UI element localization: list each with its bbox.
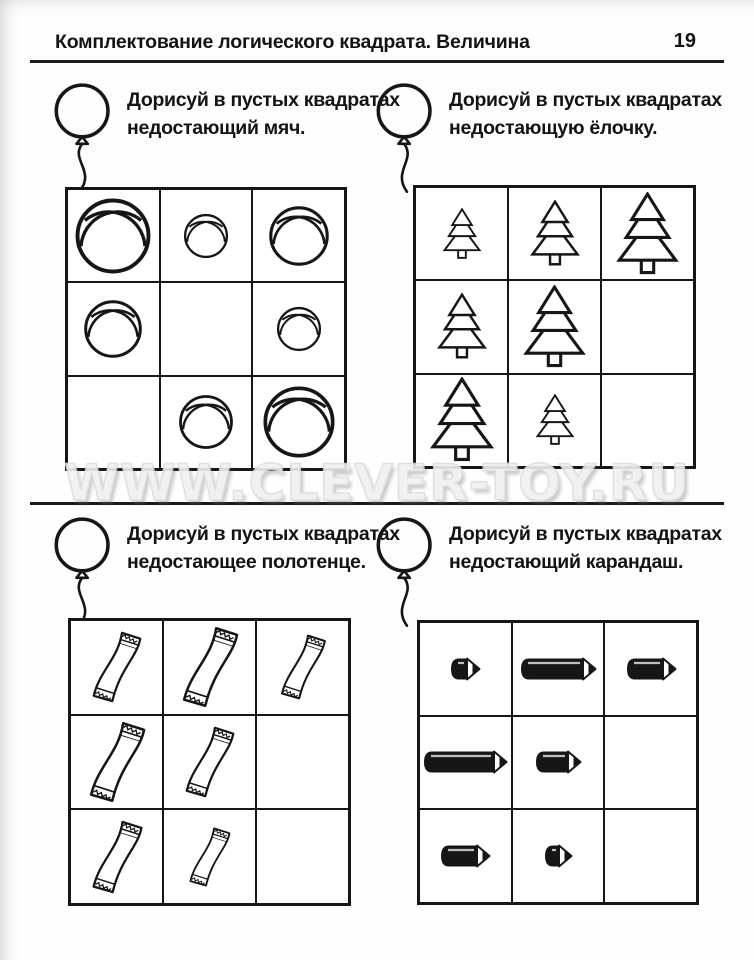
grid-cell-trees-r1c2-medium: [508, 187, 601, 280]
grid-cell-pencils-r2c1-longest: [419, 716, 512, 810]
instruction-line: недостающий карандаш.: [449, 551, 684, 573]
instruction-line: недостающий мяч.: [127, 117, 306, 139]
grid-cell-pencils-r2c3-empty: [604, 716, 697, 810]
pencil-icon: [449, 657, 481, 681]
instruction-line: Дорисуй в пустых квадратах: [127, 523, 400, 545]
tree-icon: [612, 192, 683, 276]
grid-cell-towels-r1c1-medium: [70, 620, 163, 715]
grid-cell-trees-r2c3-empty: [601, 280, 694, 373]
logic-grid-towels: [68, 618, 351, 906]
grid-cell-towels-r2c3-empty: [256, 715, 349, 810]
grid-cell-trees-r1c1-small: [415, 187, 508, 280]
tree-icon: [426, 377, 498, 463]
ball-icon: [268, 205, 330, 267]
section-divider: [30, 502, 724, 505]
towel-icon: [182, 822, 237, 891]
instruction-line: Дорисуй в пустых квадратах: [449, 89, 722, 111]
grid-cell-balls-r2c1-medium: [67, 282, 160, 375]
grid-cell-towels-r2c2-medium: [163, 715, 256, 810]
watermark: WWW.CLEVER-TOY.RU: [64, 454, 690, 512]
ball-icon: [83, 299, 143, 359]
towel-icon: [79, 715, 154, 809]
grid-cell-pencils-r1c2-long: [512, 622, 605, 716]
grid-cell-trees-r3c1-large: [415, 374, 508, 467]
grid-cell-trees-r3c2-small: [508, 374, 601, 467]
towel-icon: [272, 629, 332, 705]
pencil-icon: [534, 750, 582, 774]
towel-icon: [172, 620, 247, 714]
grid-cell-pencils-r3c3-empty: [604, 809, 697, 903]
logic-grid-balls: [65, 187, 347, 471]
page-title: Комплектование логического квадрата. Величина: [55, 31, 530, 53]
grid-cell-balls-r3c1-empty: [67, 376, 160, 469]
instruction-line: недостающее полотенце.: [127, 551, 366, 573]
instruction-line: Дорисуй в пустых квадратах: [127, 89, 400, 111]
grid-cell-balls-r2c3-small: [252, 282, 345, 375]
grid-cell-balls-r2c2-empty: [160, 282, 253, 375]
grid-cell-trees-r2c2-large: [508, 280, 601, 373]
header-rule: [30, 60, 724, 63]
grid-cell-trees-r3c3-empty: [601, 374, 694, 467]
pencil-icon: [625, 657, 677, 681]
grid-cell-balls-r3c2-medium: [160, 376, 253, 469]
grid-cell-pencils-r1c3-medium: [604, 622, 697, 716]
page-number: 19: [673, 30, 696, 52]
grid-cell-pencils-r1c1-short: [419, 622, 512, 716]
towel-icon: [84, 626, 150, 709]
grid-cell-pencils-r3c1-medium: [419, 809, 512, 903]
grid-cell-towels-r1c2-large: [163, 620, 256, 715]
tree-icon: [533, 394, 577, 446]
grid-cell-balls-r1c1-large: [67, 189, 160, 282]
ball-icon: [74, 197, 152, 275]
grid-cell-trees-r2c1-medium: [415, 280, 508, 373]
towel-icon: [177, 721, 243, 804]
grid-cell-balls-r3c3-large: [252, 376, 345, 469]
ball-icon: [276, 306, 322, 352]
tree-icon: [440, 208, 484, 260]
logic-grid-trees: [413, 185, 696, 469]
instruction-line: Дорисуй в пустых квадратах: [449, 523, 722, 545]
tree-icon: [519, 285, 590, 369]
pencil-icon: [519, 657, 597, 681]
tree-icon: [434, 293, 490, 360]
pencil-icon: [439, 844, 491, 868]
grid-cell-towels-r3c3-empty: [256, 809, 349, 904]
grid-cell-trees-r1c3-large: [601, 187, 694, 280]
grid-cell-balls-r1c2-small: [160, 189, 253, 282]
grid-cell-towels-r2c1-large: [70, 715, 163, 810]
instruction-line: недостающую ёлочку.: [449, 117, 658, 139]
grid-cell-pencils-r3c2-short: [512, 809, 605, 903]
grid-cell-towels-r3c1-medium: [70, 809, 163, 904]
pencil-icon: [543, 844, 573, 868]
ball-icon: [178, 394, 234, 450]
grid-cell-towels-r1c3-medium-small: [256, 620, 349, 715]
pencil-icon: [422, 750, 508, 774]
ball-icon: [262, 385, 336, 459]
grid-cell-towels-r3c2-small: [163, 809, 256, 904]
grid-cell-pencils-r2c2-medium: [512, 716, 605, 810]
logic-grid-pencils: [417, 620, 699, 905]
tree-icon: [527, 200, 583, 267]
ball-icon: [183, 213, 229, 259]
towel-icon: [83, 814, 150, 899]
grid-cell-balls-r1c3-medium: [252, 189, 345, 282]
